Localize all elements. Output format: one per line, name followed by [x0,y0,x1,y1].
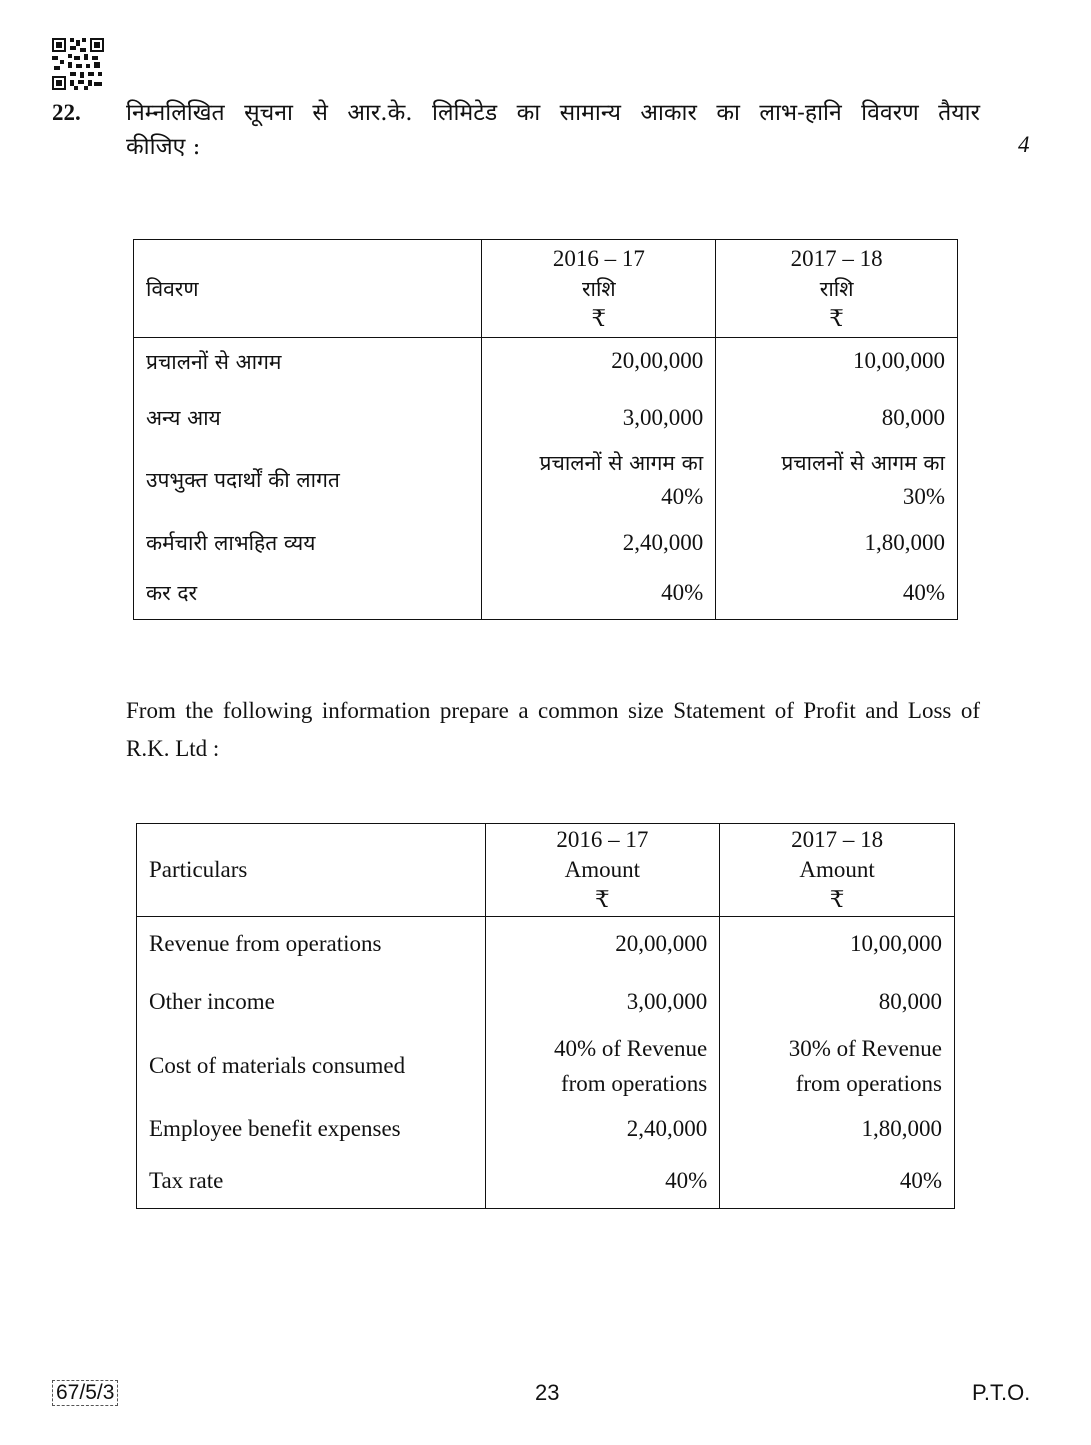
row-value-2017-18: 40% [720,1155,955,1209]
header-year-2017-18 [716,240,958,338]
english-data-table [136,823,955,1209]
qr-code-icon [52,38,104,90]
row-value-line1: प्रचालनों से आगम का [539,450,704,475]
header-year-2016-17 [482,240,716,338]
row-value-line2: from operations [795,1070,942,1096]
table-row [134,442,958,518]
row-label: कर दर [134,568,482,620]
question-number: 22. [52,100,81,125]
header-currency: ₹ [829,305,844,331]
row-label: उपभुक्त पदार्थों की लागत [134,442,482,518]
header-particulars: विवरण [134,240,482,338]
header-year: 2016 – 17 [556,827,649,852]
header-amount-label: राशि [581,276,616,301]
row-value-line1: 40% of Revenue [553,1035,708,1061]
table-row [137,917,955,975]
table-row [134,338,958,394]
row-label: Cost of materials consumed [137,1029,486,1103]
page-number: 23 [535,1380,560,1405]
row-label: Tax rate [137,1155,486,1209]
table-row [137,1103,955,1155]
question-text-hindi: निम्नलिखित सूचना से आर.के. लिमिटेड का सामान्य आकार का लाभ-हानि विवरण तैयार [126,100,980,126]
row-label: अन्य आय [134,394,482,442]
header-amount-label: Amount [799,857,875,882]
table-row [134,518,958,568]
header-year: 2017 – 18 [790,245,883,271]
table-row [137,1029,955,1103]
row-value-line2: 40% [661,483,704,509]
header-year-2017-18 [720,824,955,917]
paper-code: 67/5/3 [52,1380,118,1406]
header-year: 2017 – 18 [791,827,884,852]
hindi-data-table [133,239,958,620]
row-value-2017-18: 80,000 [716,394,958,442]
row-value-2016-17: 3,00,000 [485,975,720,1029]
table-row [137,1155,955,1209]
row-value-2017-18: 10,00,000 [720,917,955,975]
row-value-2017-18: 1,80,000 [720,1103,955,1155]
question-marks: 4 [1018,132,1030,157]
row-value-2016-17 [485,1029,720,1103]
row-value-2016-17 [482,442,716,518]
row-label: Revenue from operations [137,917,486,975]
row-value-line2: from operations [560,1070,708,1096]
row-value-line1: प्रचालनों से आगम का [781,450,945,475]
table-row [137,975,955,1029]
header-particulars: Particulars [137,824,486,917]
header-currency: ₹ [591,305,607,331]
row-value-2017-18 [716,442,958,518]
header-currency: ₹ [595,887,610,912]
row-value-2017-18: 40% [716,568,958,620]
row-value-2016-17: 40% [485,1155,720,1209]
row-value-2017-18 [720,1029,955,1103]
row-value-2016-17: 40% [482,568,716,620]
row-label: कर्मचारी लाभहित व्यय [134,518,482,568]
row-value-2017-18: 1,80,000 [716,518,958,568]
table-header-row [134,240,958,338]
row-value-2016-17: 3,00,000 [482,394,716,442]
row-value-2016-17: 2,40,000 [482,518,716,568]
row-value-2016-17: 20,00,000 [485,917,720,975]
pto-label: P.T.O. [972,1380,1031,1405]
table-row [134,568,958,620]
row-label: Other income [137,975,486,1029]
header-year-2016-17 [485,824,720,917]
row-value-2016-17: 20,00,000 [482,338,716,394]
row-value-line2: 30% [902,483,945,509]
table-row [134,394,958,442]
row-value-2017-18: 80,000 [720,975,955,1029]
row-value-2016-17: 2,40,000 [485,1103,720,1155]
header-currency: ₹ [829,887,845,912]
question-text-english: From the following information prepare a common size Statement of Profit and Loss of R.K. Ltd : [126,698,980,761]
header-amount-label: राशि [819,276,854,301]
question-text-hindi-continued: कीजिए : [126,134,201,160]
row-value-2017-18: 10,00,000 [716,338,958,394]
row-label: Employee benefit expenses [137,1103,486,1155]
header-amount-label: Amount [564,857,641,882]
row-label: प्रचालनों से आगम [134,338,482,394]
row-value-line1: 30% of Revenue [788,1035,942,1061]
table-header-row [137,824,955,917]
header-year: 2016 – 17 [552,245,645,271]
